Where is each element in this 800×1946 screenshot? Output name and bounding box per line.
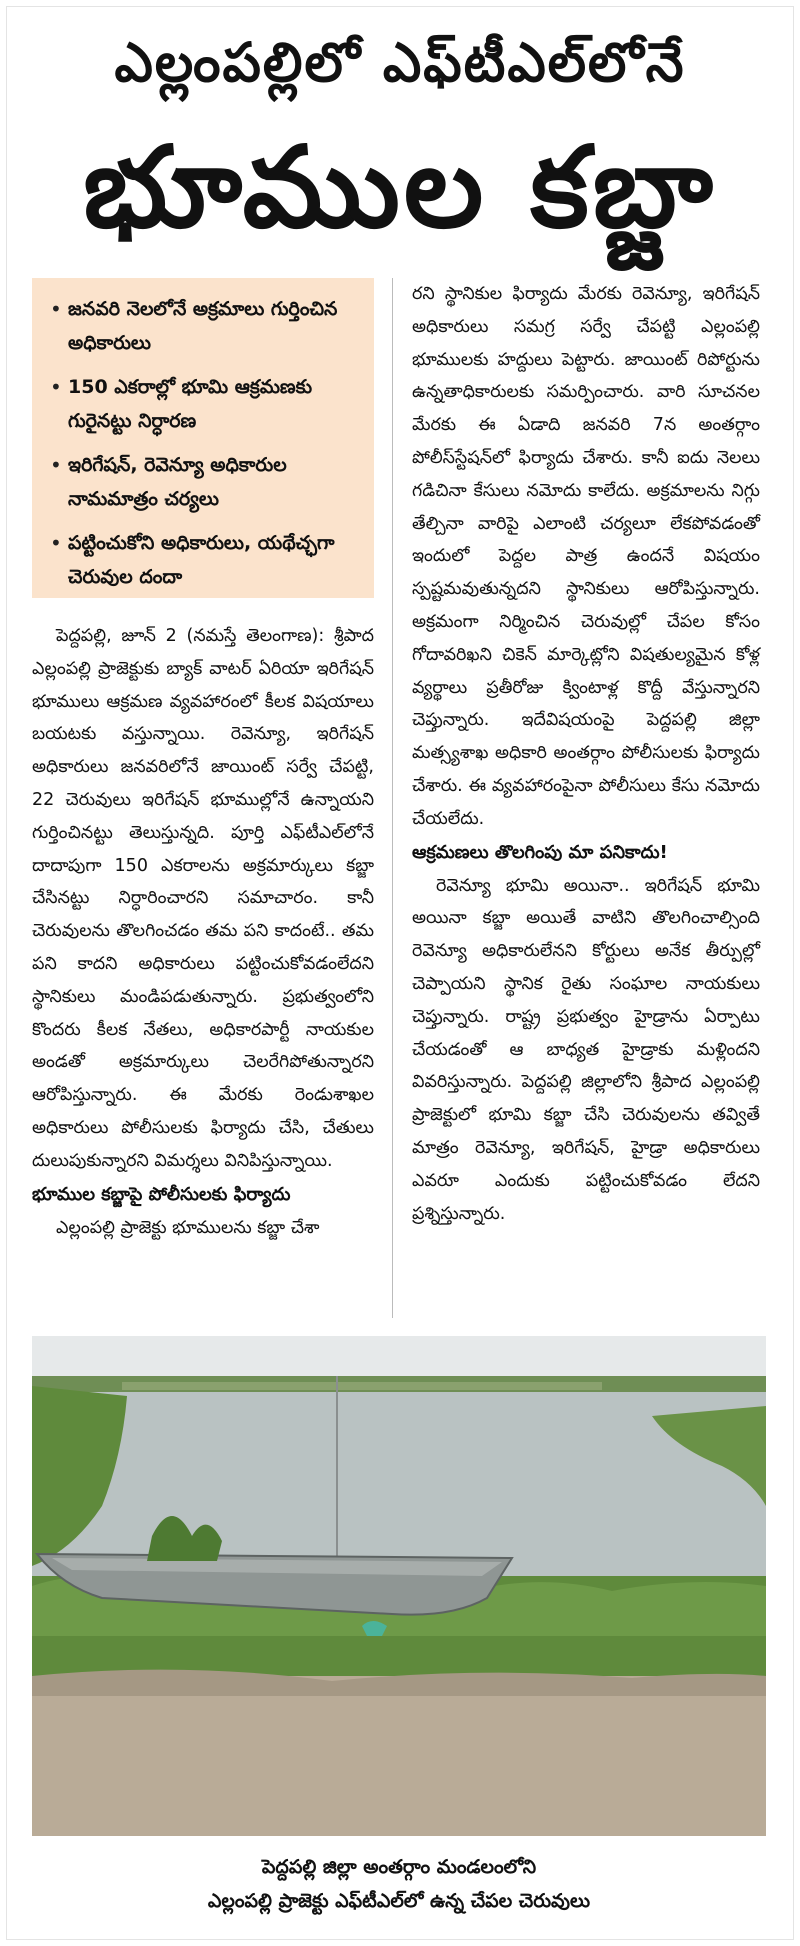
highlight-item: [50, 526, 360, 594]
highlight-item: [50, 292, 360, 360]
highlight-text: పట్టించుకోని అధికారులు, యథేచ్ఛగా చెరువుల దందా: [68, 532, 335, 588]
caption-line: పెద్దపల్లి జిల్లా అంతర్గాం మండలంలోని: [261, 1856, 537, 1878]
subheading-not-our-job: ఆక్రమణలు తొలగింపు మా పనికాదు!: [412, 841, 668, 863]
highlight-text: 150 ఎకరాల్లో భూమి ఆక్రమణకు గురైనట్టు నిర్ధారణ: [68, 376, 313, 432]
caption-line: ఎల్లంపల్లి ప్రాజెక్టు ఎఫ్‌టీఎల్‌లో ఉన్న చేపల చెరువులు: [207, 1890, 591, 1912]
highlight-item: [50, 448, 360, 516]
dirt-ground: [32, 1676, 766, 1836]
column-divider: [392, 278, 393, 1318]
highlight-item: [50, 370, 360, 438]
article-column-right: [412, 278, 760, 1230]
fish-pond-photo: [32, 1336, 766, 1836]
photo-caption: [32, 1850, 766, 1918]
highlights-box: [32, 278, 374, 598]
article-column-left: [32, 620, 374, 1244]
pond-illustration: [32, 1336, 766, 1836]
article-paragraph: పెద్దపల్లి, జూన్‌ 2 (నమస్తే తెలంగాణ): శ్రీపాద ఎల్లంపల్లి ప్రాజెక్టుకు బ్యాక్‌ వాటర్‌ ఏరియా ఇరిగేషన్‌ భూములు ఆక్రమణ వ్యవహారంలో కీలక విషయాలు బయటకు వస్తున్నాయి. రెవెన్యూ, ఇరిగేషన్‌ అధికారులు జనవరిలోనే జాయింట్‌ సర్వే చేపట్టి, 22 చెరువులు ఇరిగేషన్‌ భూముల్లోనే ఉన్నాయని గుర్తించినట్టు తెలుస్తున్నది. పూర్తి ఎఫ్‌టీఎల్‌లోనే దాదాపుగా 150 ఎకరాలను అక్రమార్కులు కబ్జా చేసినట్టు నిర్ధారించారని సమాచారం. కానీ చెరువులను తొలగించడం తమ పని కాదంటే.. తమ పని కాదని అధికారులు పట్టించుకోవడంలేదని స్థానికులు మండిపడుతున్నారు. ప్రభుత్వంలోని కొందరు కీలక నేతలు, అధికారపార్టీ నాయకుల అండతో అక్రమార్కులు చెలరేగిపోతున్నారని ఆరోపిస్తున్నారు. ఈ మేరకు రెండుశాఖల అధికారులు పోలీసులకు ఫిర్యాదు చేసి, చేతులు దులుపుకున్నారని విమర్శలు వినిపిస్తున్నాయి.: [32, 626, 374, 1171]
highlight-text: ఇరిగేషన్‌, రెవెన్యూ అధికారుల నామమాత్రం చర్యలు: [68, 454, 287, 510]
headline-line1: ఎల్లంపల్లిలో ఎఫ్‌టీఎల్‌లోనే: [114, 31, 686, 94]
bullet-icon: •: [50, 297, 62, 321]
highlight-text: జనవరి నెలలోనే అక్రమాలు గుర్తించిన అధికారులు: [68, 298, 338, 354]
subheading-police-complaint: భూముల కబ్జాపై పోలీసులకు ఫిర్యాదు: [32, 1183, 291, 1205]
far-embankment: [122, 1382, 602, 1390]
bullet-icon: •: [50, 531, 62, 555]
article-paragraph: రని స్థానికుల ఫిర్యాదు మేరకు రెవెన్యూ, ఇరిగేషన్‌ అధికారులు సమగ్ర సర్వే చేపట్టి ఎల్లంపల్లి భూములకు హద్దులు పెట్టారు. జాయింట్‌ రిపోర్టును ఉన్నతాధికారులకు సమర్పించారు. వారి సూచనల మేరకు ఈ ఏడాది జనవరి 7న అంతర్గాం పోలీస్‌స్టేషన్‌లో ఫిర్యాదు చేశారు. కానీ ఐదు నెలలు గడిచినా కేసులు నమోదు కాలేదు. అక్రమాలను నిగ్గు తేల్చినా వారిపై ఎలాంటి చర్యలూ లేకపోవడంతో ఇందులో పెద్దల పాత్ర ఉందనే విషయం స్పష్టమవుతున్నదని స్థానికులు ఆరోపిస్తున్నారు. అక్రమంగా నిర్మించిన చెరువుల్లో చేపల కోసం గోదావరిఖని చికెన్‌ మార్కెట్లోని విషతుల్యమైన కోళ్ల వ్యర్థాలు ప్రతీరోజు క్వింటాళ్ల కొద్దీ వేస్తున్నారని చెప్తున్నారు. ఇదేవిషయంపై పెద్దపల్లి జిల్లా మత్స్యశాఖ అధికారి అంతర్గాం పోలీసులకు ఫిర్యాదు చేశారు. ఈ వ్యవహారంపైనా పోలీసులు కేసు నమోదు చేయలేదు.: [412, 284, 760, 829]
headline-line2: భూముల కబ్జా: [83, 123, 717, 253]
article-paragraph: రెవెన్యూ భూమి అయినా.. ఇరిగేషన్‌ భూమి అయినా కబ్జా అయితే వాటిని తొలగించాల్సింది రెవెన్యూ అధికారులేనని కోర్టులు అనేక తీర్పుల్లో చెప్పాయని స్థానిక రైతు సంఘాల నాయకులు చెప్తున్నారు. రాష్ట్ర ప్రభుత్వం హైడ్రాను ఏర్పాటు చేయడంతో ఆ బాధ్యత హైడ్రాకు మళ్లిందని వివరిస్తున్నారు. పెద్దపల్లి జిల్లాలోని శ్రీపాద ఎల్లంపల్లి ప్రాజెక్టులో భూమి కబ్జా చేసి చెరువులను తవ్వితే మాత్రం రెవెన్యూ, ఇరిగేషన్‌, హైడ్రా అధికారులు ఎవరూ ఎందుకు పట్టించుకోవడం లేదని ప్రశ్నిస్తున్నారు.: [412, 875, 760, 1224]
bullet-icon: •: [50, 453, 62, 477]
article-paragraph: ఎల్లంపల్లి ప్రాజెక్టు భూములను కబ్జా చేశా: [56, 1217, 320, 1238]
bullet-icon: •: [50, 375, 62, 399]
